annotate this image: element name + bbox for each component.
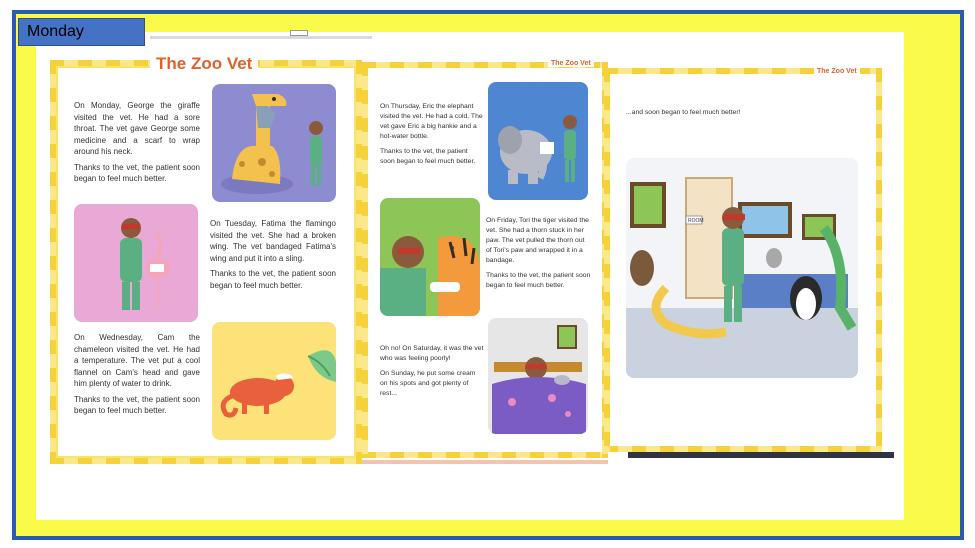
day-label[interactable]: Monday (18, 18, 145, 46)
page-border-stripe (362, 452, 608, 458)
tiger-illustration (380, 198, 480, 316)
divider-line (150, 36, 372, 39)
friday-text (486, 216, 592, 296)
ending-text: ...and soon began to feel much better! (626, 109, 741, 116)
weekend-text (380, 344, 484, 404)
refrain-paragraph: Thanks to the vet, the patient soon began to feel much better. (210, 269, 336, 290)
refrain-paragraph: Thanks to the vet, the patient soon began to feel much better. (380, 148, 476, 165)
page-shadow (362, 460, 608, 464)
story-page-3 (604, 68, 882, 452)
refrain-paragraph: Thanks to the vet, the patient soon began to feel much better. (74, 162, 200, 183)
story-paragraph: On Wednesday, Cam the chameleon visited the vet. He had a temperature. The vet put a cool flannel on Cam's head and gave him plenty of water to drink. (74, 333, 200, 388)
page-title: The Zoo Vet (814, 68, 860, 75)
refrain-paragraph: Thanks to the vet, the patient soon began to feel much better. (486, 272, 591, 289)
page-border-stripe (50, 60, 56, 464)
wednesday-text (74, 332, 200, 421)
page-title: The Zoo Vet (150, 54, 258, 74)
flamingo-illustration (74, 204, 198, 322)
refrain-paragraph: Thanks to the vet, the patient soon began to feel much better. (74, 394, 200, 415)
story-paragraph: On Thursday, Eric the elephant visited the vet. He had a cold. The vet gave Eric a big hankie and a hot-water bottle. (380, 103, 483, 140)
door-sign: ROOM (688, 218, 704, 224)
window-tab (290, 30, 308, 36)
sick-vet-illustration (488, 318, 588, 434)
story-page-1 (50, 54, 362, 464)
chameleon-illustration (212, 322, 336, 440)
taskbar-strip (628, 452, 894, 458)
giraffe-illustration (212, 84, 336, 202)
story-paragraph: On Tuesday, Fatima the flamingo visited the vet. She had a broken wing. The vet bandaged Fatima's wing and put it into a sling. (210, 219, 336, 263)
page-border-stripe (50, 458, 362, 464)
monday-text (74, 100, 200, 189)
story-page-2 (362, 62, 608, 458)
page-border-stripe (876, 68, 882, 452)
tuesday-text (210, 218, 336, 295)
story-paragraph: On Friday, Tori the tiger visited the vet. She had a thorn stuck in her paw. The vet pulled the thorn out of Tori's paw and wrapped it in a bandage. (486, 217, 589, 264)
waiting-room-illustration (626, 158, 858, 378)
thursday-text (380, 102, 484, 172)
story-paragraph: On Sunday, he put some cream on his spots and got plenty of rest... (380, 370, 476, 397)
page-title: The Zoo Vet (548, 60, 594, 67)
story-paragraph: Oh no! On Saturday, it was the vet who was feeling poorly! (380, 345, 484, 362)
elephant-illustration (488, 82, 588, 200)
story-paragraph: On Monday, George the giraffe visited the vet. He had a sore throat. The vet gave George some medicine and a scarf to wrap around his neck. (74, 101, 200, 156)
